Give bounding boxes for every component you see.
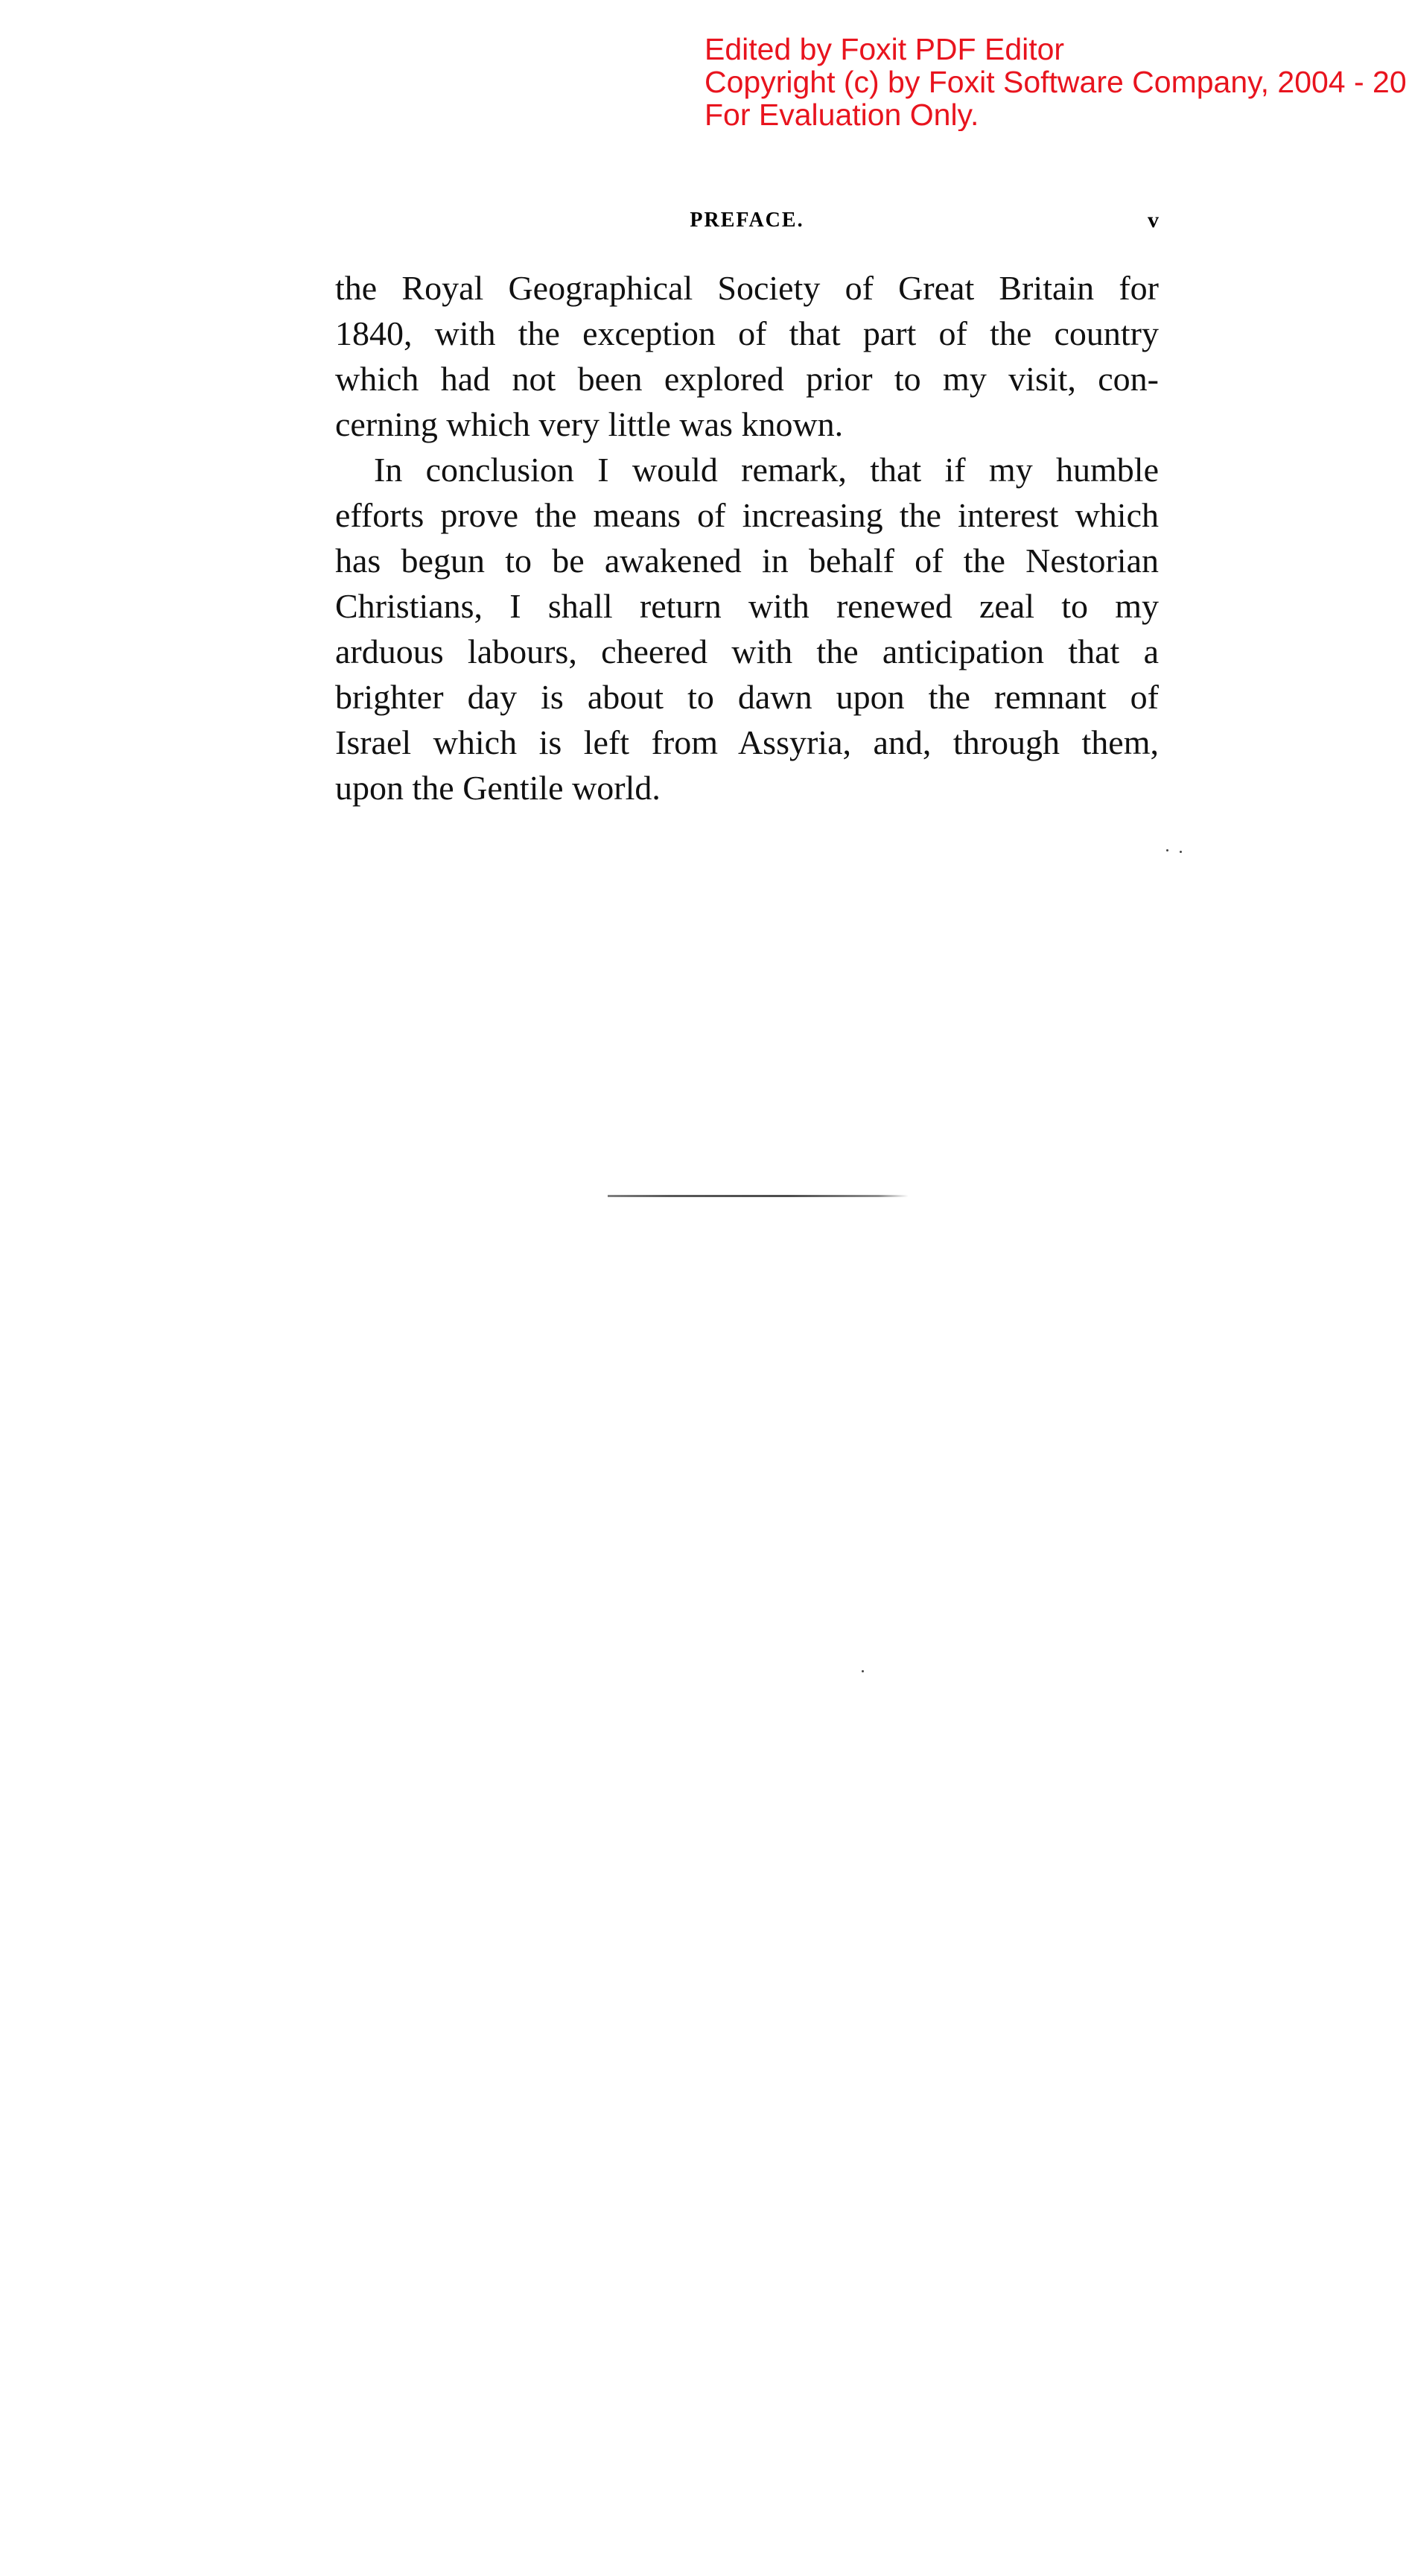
- text-line: has begun to be awakened in behalf of the Nestorian: [335, 542, 1159, 580]
- watermark-line: For Evaluation Only.: [704, 98, 979, 131]
- paragraph: [335, 447, 1159, 810]
- paragraph: [335, 265, 1159, 447]
- watermark-line: Copyright (c) by Foxit Software Company, 2004 - 20: [704, 65, 1407, 99]
- text-line: brighter day is about to dawn upon the remnant of: [335, 678, 1159, 716]
- page-number: v: [1148, 208, 1159, 232]
- text-line: cerning which very little was known.: [335, 405, 844, 443]
- running-title: PREFACE.: [690, 209, 804, 232]
- watermark-line: Edited by Foxit PDF Editor: [704, 33, 1065, 66]
- text-line: the Royal Geographical Society of Great Britain for: [335, 269, 1159, 307]
- body-text: [335, 265, 1159, 810]
- end-rule: [608, 1195, 909, 1197]
- text-line: In conclusion I would remark, that if my humble: [374, 451, 1159, 489]
- page-header: [335, 206, 1159, 235]
- scan-speck: [1180, 851, 1182, 853]
- text-line: upon the Gentile world.: [335, 769, 661, 807]
- scan-speck: [862, 1670, 864, 1672]
- text-line: Christians, I shall return with renewed zeal to my: [335, 587, 1159, 625]
- scan-speck: [1166, 849, 1168, 851]
- text-line: efforts prove the means of increasing the interest which: [335, 496, 1159, 534]
- text-line: Israel which is left from Assyria, and, through them,: [335, 723, 1159, 761]
- evaluation-watermark: [704, 33, 1409, 131]
- text-line: which had not been explored prior to my visit, con-: [335, 360, 1159, 398]
- text-line: arduous labours, cheered with the anticipation that a: [335, 632, 1159, 670]
- text-line: 1840, with the exception of that part of the country: [335, 314, 1159, 352]
